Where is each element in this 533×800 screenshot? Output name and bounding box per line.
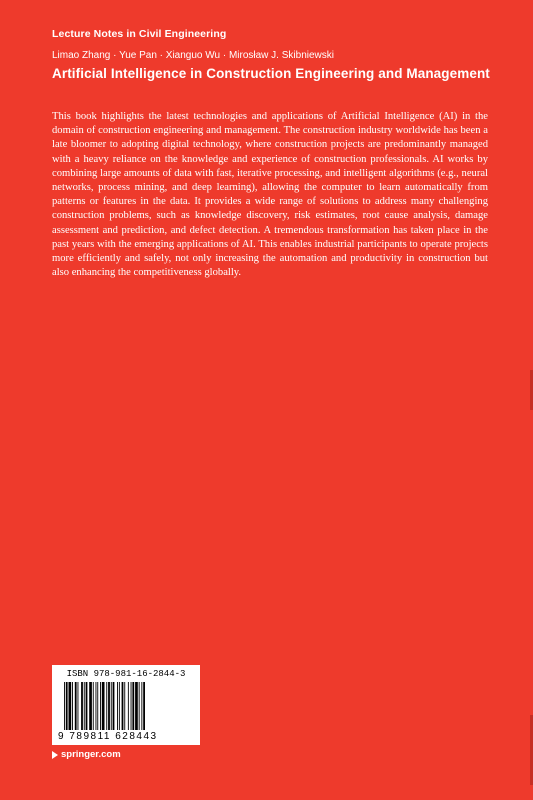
author-list: Limao Zhang · Yue Pan · Xianguo Wu · Mirosław J. Skibniewski — [52, 50, 334, 61]
publisher-link[interactable] — [52, 749, 121, 760]
publisher-url: springer.com — [61, 749, 121, 760]
isbn-barcode-panel — [52, 665, 200, 745]
arrow-right-icon — [52, 751, 58, 759]
barcode — [64, 682, 194, 730]
book-description: This book highlights the latest technologies and applications of Artificial Intelligence (AI) in the domain of construction engineering and management. The construction industry worldwide has been a late bloomer to adopting digital technology, where construction projects are predominantly managed with a heavy reliance on the knowledge and experience of construction professionals. AI works by combining large amounts of data with fast, iterative processing, and intelligent algorithms (e.g., neural networks, process mining, and deep learning), allowing the computer to learn automatically from patterns or features in the data. It provides a wide range of solutions to address many challenging construction problems, such as knowledge discovery, risk estimates, root cause analysis, damage assessment and prediction, and defect detection. A tremendous transformation has taken place in the past years with the emerging applications of AI. This enables industrial participants to operate projects more efficiently and safely, not only increasing the automation and productivity in construction but also enhancing the competitiveness globally. — [52, 111, 488, 279]
series-name: Lecture Notes in Civil Engineering — [52, 28, 227, 40]
book-title: Artificial Intelligence in Construction Engineering and Management — [52, 66, 490, 81]
isbn-number: ISBN 978-981-16-2844-3 — [66, 669, 186, 679]
barcode-digits: 9 789811 628443 — [58, 731, 158, 742]
